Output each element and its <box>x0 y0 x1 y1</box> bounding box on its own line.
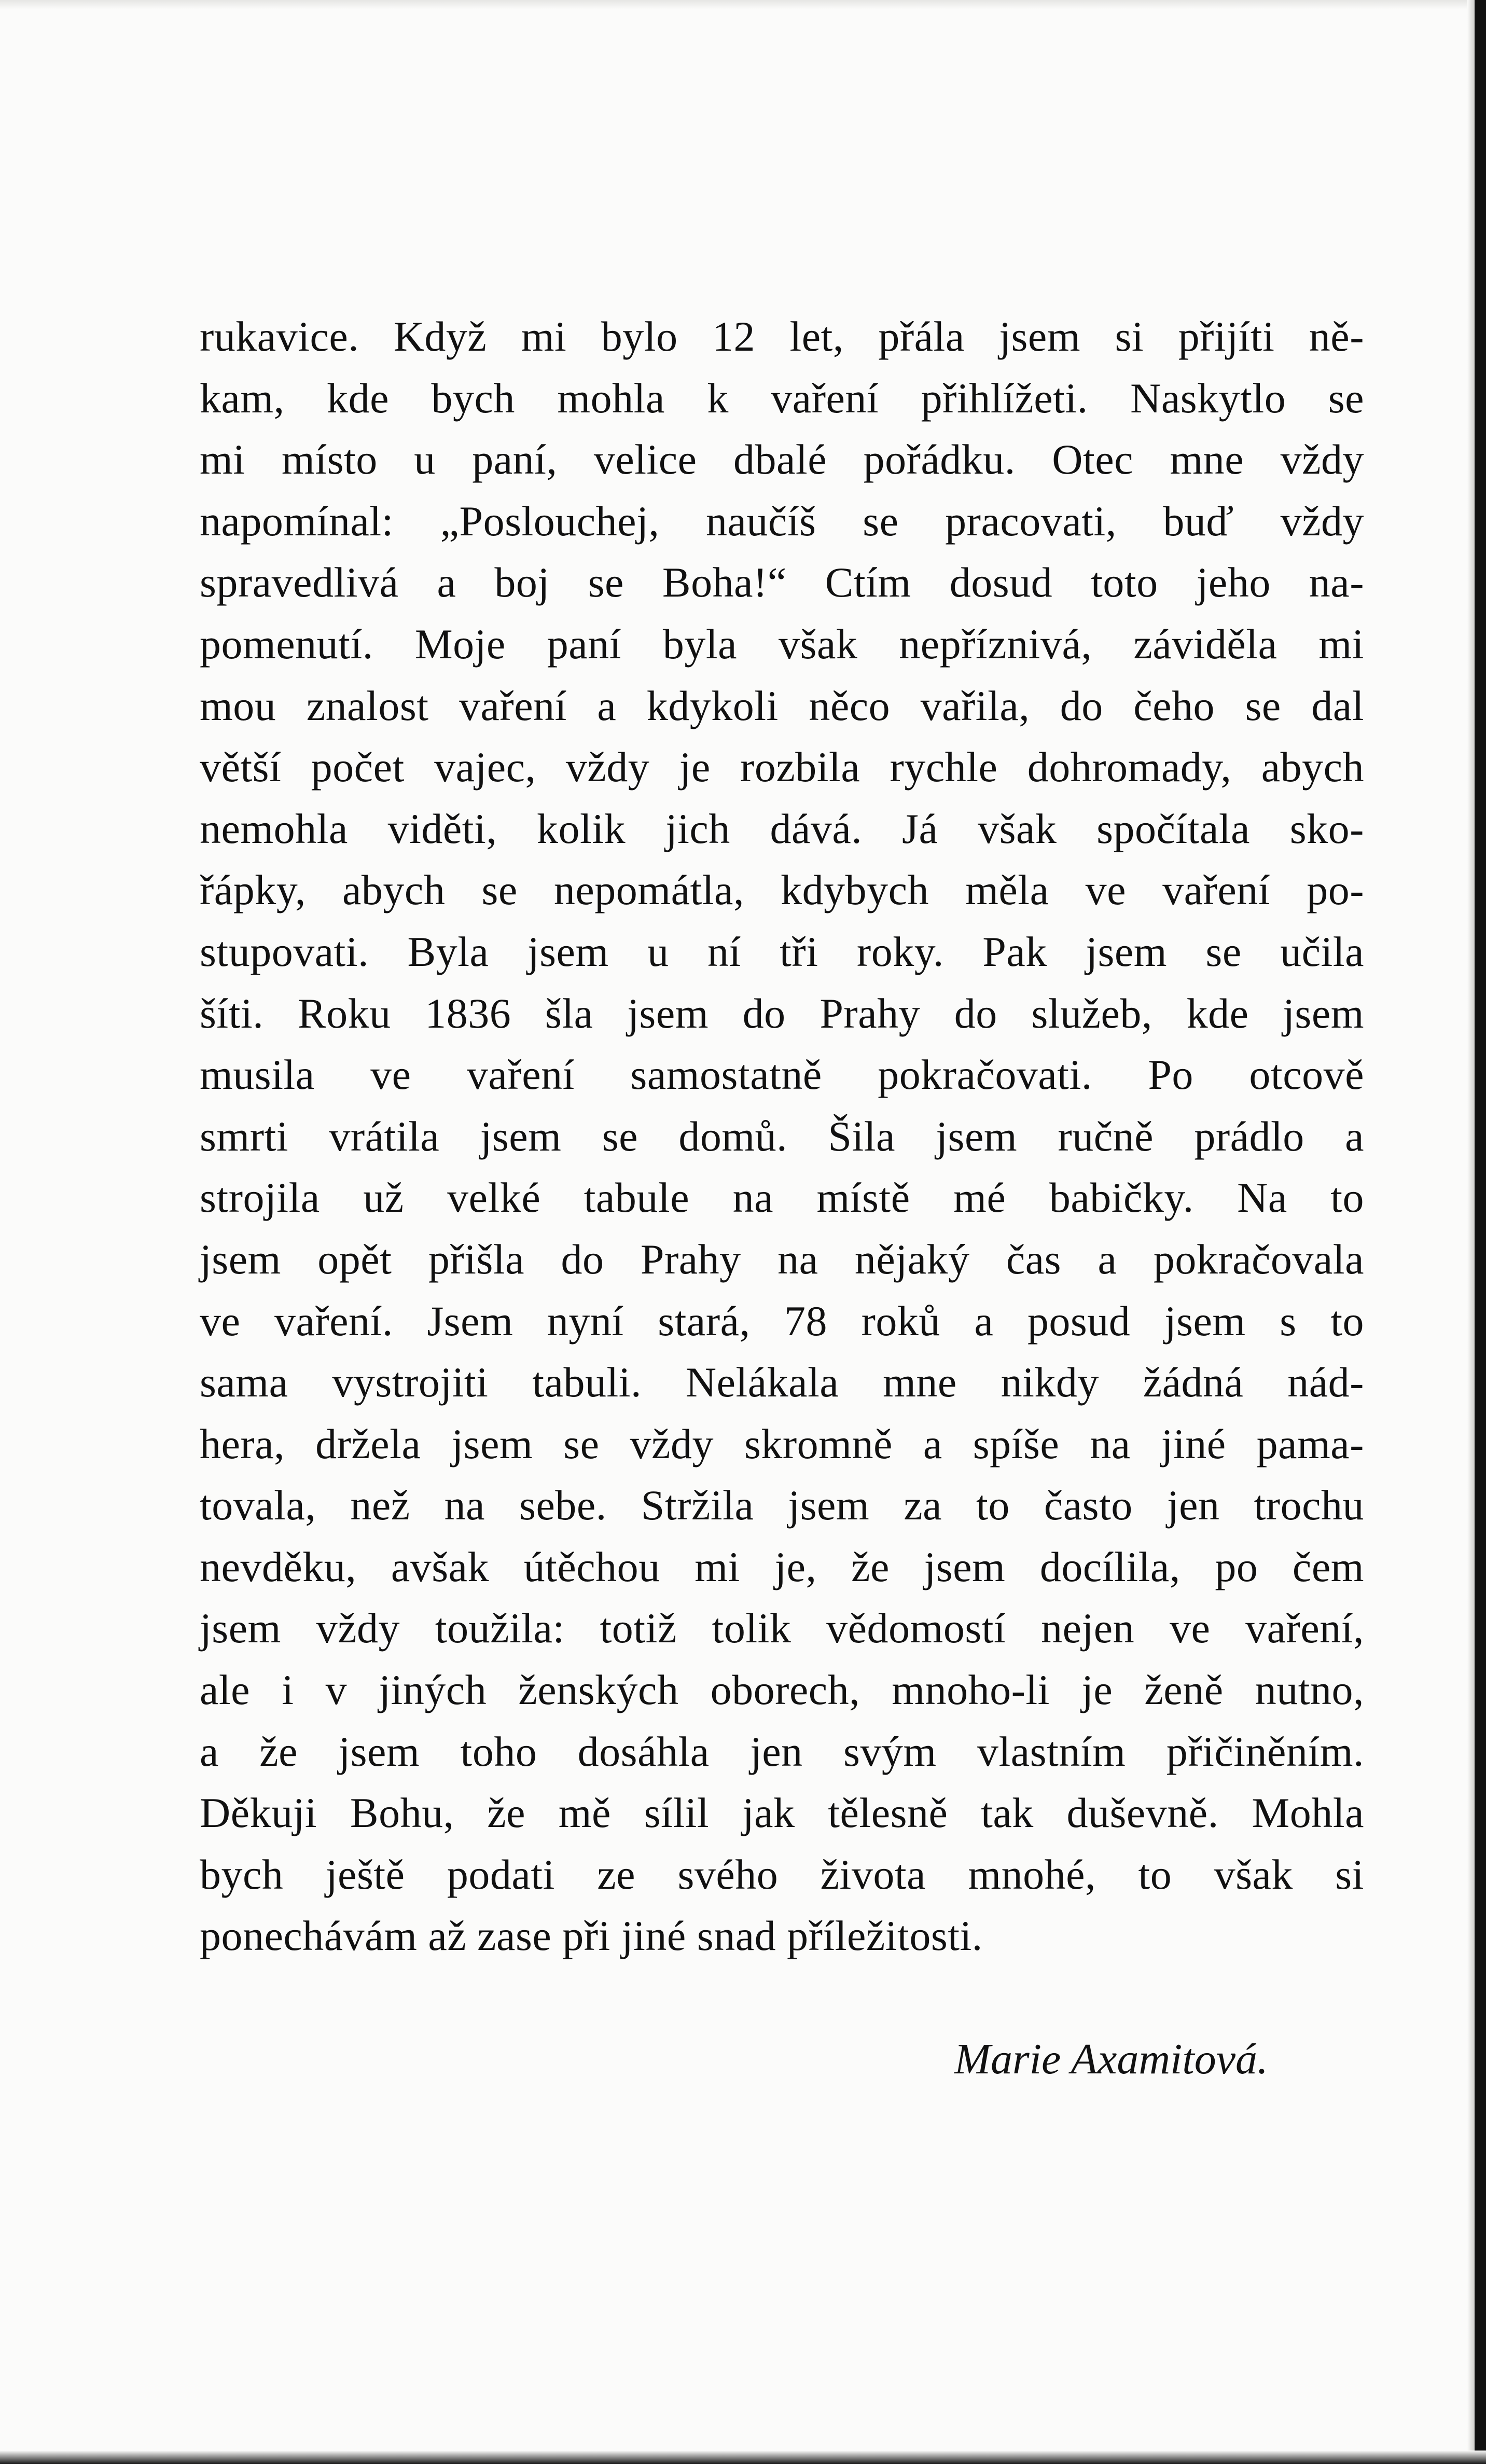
text-line: mou znalost vaření a kdykoli něco vařila, do čeho se dal <box>200 682 1364 729</box>
text-line: napomínal: „Poslouchej, naučíš se pracovati, buď vždy <box>200 497 1364 545</box>
text-line: mi místo u paní, velice dbalé pořádku. Otec mne vždy <box>200 436 1364 483</box>
text-line: ale i v jiných ženských oborech, mnoho-li je ženě nutno, <box>200 1666 1364 1714</box>
text-line: kam, kde bych mohla k vaření přihlížeti. Naskytlo se <box>200 374 1364 422</box>
text-line: hera, držela jsem se vždy skromně a spíše na jiné pama- <box>200 1420 1364 1468</box>
body-text <box>200 306 1364 1967</box>
text-line-last: ponechávám až zase při jiné snad příležitosti. <box>200 1912 983 1960</box>
text-line: jsem vždy toužila: totiž tolik vědomostí nejen ve vaření, <box>200 1604 1364 1652</box>
text-line: pomenutí. Moje paní byla však nepříznivá, záviděla mi <box>200 620 1364 668</box>
page-top-edge <box>0 0 1486 9</box>
text-line: Děkuji Bohu, že mě sílil jak tělesně tak duševně. Mohla <box>200 1789 1364 1837</box>
text-line: a že jsem toho dosáhla jen svým vlastním přičiněním. <box>200 1727 1364 1775</box>
text-line: jsem opět přišla do Prahy na nějaký čas a pokračovala <box>200 1235 1364 1283</box>
text-line: větší počet vajec, vždy je rozbila rychle dohromady, abych <box>200 743 1364 791</box>
author-signature: Marie Axamitová. <box>954 2035 1268 2083</box>
text-line: spravedlivá a boj se Boha!“ Ctím dosud toto jeho na- <box>200 559 1364 606</box>
text-line: strojila už velké tabule na místě mé babičky. Na to <box>200 1174 1364 1222</box>
page-right-shadow <box>1467 0 1475 2464</box>
text-line: bych ještě podati ze svého života mnohé, to však si <box>200 1850 1364 1898</box>
text-line: řápky, abych se nepomátla, kdybych měla ve vaření po- <box>200 866 1364 914</box>
text-line: sama vystrojiti tabuli. Nelákala mne nikdy žádná nád- <box>200 1359 1364 1406</box>
text-line: musila ve vaření samostatně pokračovati. Po otcově <box>200 1051 1364 1099</box>
page-right-edge <box>1475 0 1486 2464</box>
page-bottom-edge <box>0 2451 1486 2464</box>
text-line: nemohla viděti, kolik jich dává. Já však spočítala sko- <box>200 805 1364 852</box>
text-line: rukavice. Když mi bylo 12 let, přála jsem si přijíti ně- <box>200 313 1364 360</box>
text-line: stupovati. Byla jsem u ní tři roky. Pak jsem se učila <box>200 928 1364 975</box>
text-line: ve vaření. Jsem nyní stará, 78 roků a posud jsem s to <box>200 1297 1364 1345</box>
text-line: nevděku, avšak útěchou mi je, že jsem docílila, po čem <box>200 1543 1364 1590</box>
text-line: tovala, než na sebe. Stržila jsem za to často jen trochu <box>200 1482 1364 1529</box>
text-line: šíti. Roku 1836 šla jsem do Prahy do služeb, kde jsem <box>200 989 1364 1037</box>
text-line: smrti vrátila jsem se domů. Šila jsem ručně prádlo a <box>200 1112 1364 1160</box>
